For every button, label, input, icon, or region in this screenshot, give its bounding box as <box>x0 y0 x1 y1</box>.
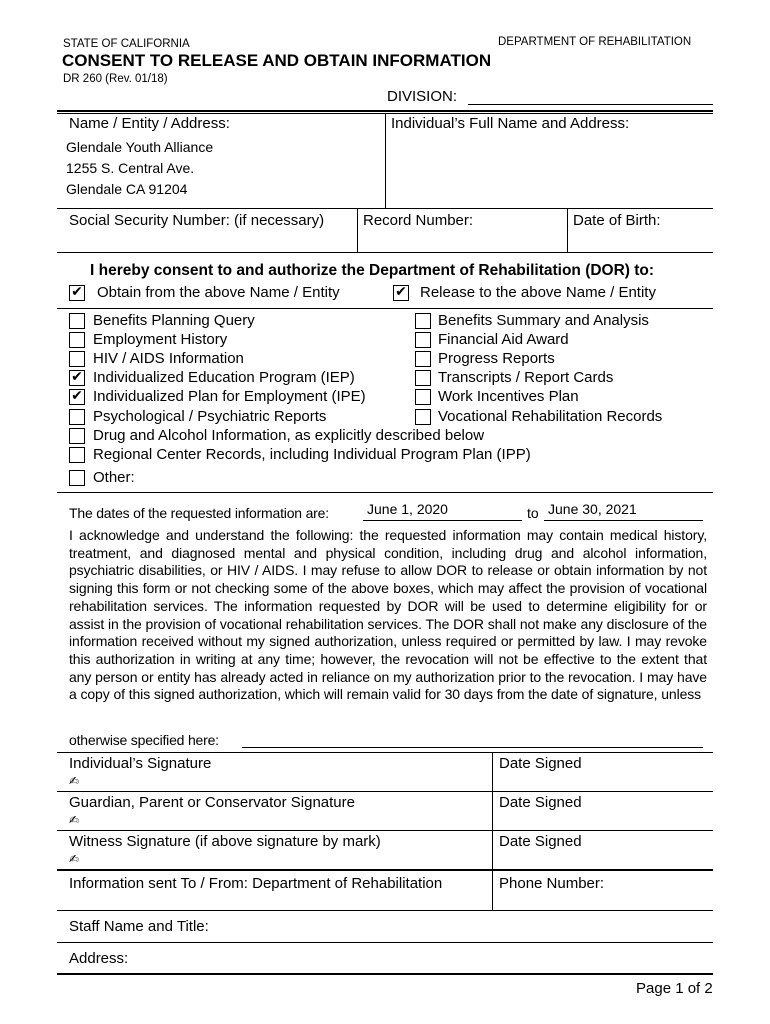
other-checkbox[interactable] <box>69 470 85 486</box>
date-signed-label: Date Signed <box>499 755 582 772</box>
department-label: DEPARTMENT OF REHABILITATION <box>498 36 692 48</box>
record-checkbox[interactable] <box>415 351 431 367</box>
staff-name-label: Staff Name and Title: <box>69 918 209 935</box>
record-label: Vocational Rehabilitation Records <box>438 408 663 425</box>
record-checkbox[interactable]: ✔ <box>69 370 85 386</box>
release-checkbox[interactable]: ✔ <box>393 285 409 301</box>
record-checkbox[interactable] <box>415 332 431 348</box>
otherwise-label: otherwise specified here: <box>69 732 219 748</box>
form-title: CONSENT TO RELEASE AND OBTAIN INFORMATION <box>62 51 492 70</box>
record-checkbox[interactable] <box>415 370 431 386</box>
division-label: DIVISION: <box>387 88 458 105</box>
record-label: Regional Center Records, including Individual Program Plan (IPP) <box>93 446 531 463</box>
pen-icon: ✍ <box>69 852 80 866</box>
name-entity-line-3[interactable]: Glendale CA 91204 <box>66 181 188 197</box>
individual-signature-label: Individual’s Signature <box>69 755 212 772</box>
record-checkbox[interactable] <box>69 409 85 425</box>
witness-signature-label: Witness Signature (if above signature by mark) <box>69 833 381 850</box>
other-label: Other: <box>93 469 135 486</box>
record-label: Individualized Education Program (IEP) <box>93 369 355 386</box>
name-entity-line-2[interactable]: 1255 S. Central Ave. <box>66 160 195 176</box>
date-of-birth-label: Date of Birth: <box>573 212 661 229</box>
record-checkbox[interactable] <box>415 409 431 425</box>
date-signed-label: Date Signed <box>499 794 582 811</box>
record-label: Individualized Plan for Employment (IPE) <box>93 388 366 405</box>
record-label: HIV / AIDS Information <box>93 350 244 367</box>
date-signed-label: Date Signed <box>499 833 582 850</box>
record-checkbox[interactable]: ✔ <box>69 389 85 405</box>
name-entity-label: Name / Entity / Address: <box>69 115 230 132</box>
state-label: STATE OF CALIFORNIA <box>63 38 190 50</box>
record-checkbox[interactable] <box>69 447 85 463</box>
date-from-value[interactable]: June 1, 2020 <box>367 501 448 517</box>
record-label: Progress Reports <box>438 350 555 367</box>
name-entity-line-1[interactable]: Glendale Youth Alliance <box>66 139 214 155</box>
dates-label: The dates of the requested information are: <box>69 505 329 521</box>
pen-icon: ✍ <box>69 813 80 827</box>
record-label: Work Incentives Plan <box>438 388 579 405</box>
record-label: Psychological / Psychiatric Reports <box>93 408 327 425</box>
page-number: Page 1 of 2 <box>636 980 713 997</box>
guardian-signature-label: Guardian, Parent or Conservator Signature <box>69 794 355 811</box>
dates-to-label: to <box>527 505 539 521</box>
address-label: Address: <box>69 950 129 967</box>
division-field[interactable] <box>468 104 713 105</box>
phone-number-label: Phone Number: <box>499 875 605 892</box>
date-to-value[interactable]: June 30, 2021 <box>548 501 637 517</box>
form-id: DR 260 (Rev. 01/18) <box>63 73 168 85</box>
record-label: Financial Aid Award <box>438 331 569 348</box>
record-checkbox[interactable] <box>69 332 85 348</box>
record-label: Benefits Summary and Analysis <box>438 312 649 329</box>
acknowledgement-text: I acknowledge and understand the following: the requested information may contain medical history, treatment, and diagnosed mental and physical condition, including drug and alcohol information, psychiatric disabilities, or HIV / AIDS. I may refuse to allow DOR to release or obtain information by not signing this form or not checking some of the above boxes, which may affect the provision of vocational rehabilitation services. The information requested by DOR will be used to determine eligibility for or assist in the provision of vocational rehabilitation services. The DOR shall not make any disclosure of the information received without my signed authorization, unless required or permitted by law. I may revoke this authorization in writing at any time; however, the revocation will not be effective to the extent that any person or entity has already acted in reliance on my authorization prior to the revocation. I may have a copy of this signed authorization, which will remain valid for 30 days from the date of signature, unless <box>69 527 707 703</box>
individual-name-label: Individual’s Full Name and Address: <box>391 115 630 132</box>
info-sent-label: Information sent To / From: Department of Rehabilitation <box>69 875 443 892</box>
record-checkbox[interactable] <box>415 313 431 329</box>
record-label: Drug and Alcohol Information, as explicitly described below <box>93 427 485 444</box>
record-checkbox[interactable] <box>69 428 85 444</box>
pen-icon: ✍ <box>69 774 80 788</box>
obtain-label: Obtain from the above Name / Entity <box>97 284 340 301</box>
record-label: Transcripts / Report Cards <box>438 369 614 386</box>
record-label: Benefits Planning Query <box>93 312 255 329</box>
record-checkbox[interactable] <box>415 389 431 405</box>
record-label: Employment History <box>93 331 228 348</box>
obtain-checkbox[interactable]: ✔ <box>69 285 85 301</box>
record-checkbox[interactable] <box>69 351 85 367</box>
release-label: Release to the above Name / Entity <box>420 284 656 301</box>
ssn-label: Social Security Number: (if necessary) <box>69 212 325 229</box>
record-number-label: Record Number: <box>363 212 474 229</box>
record-checkbox[interactable] <box>69 313 85 329</box>
otherwise-field[interactable] <box>242 747 703 748</box>
consent-heading: I hereby consent to and authorize the Department of Rehabilitation (DOR) to: <box>90 262 655 279</box>
